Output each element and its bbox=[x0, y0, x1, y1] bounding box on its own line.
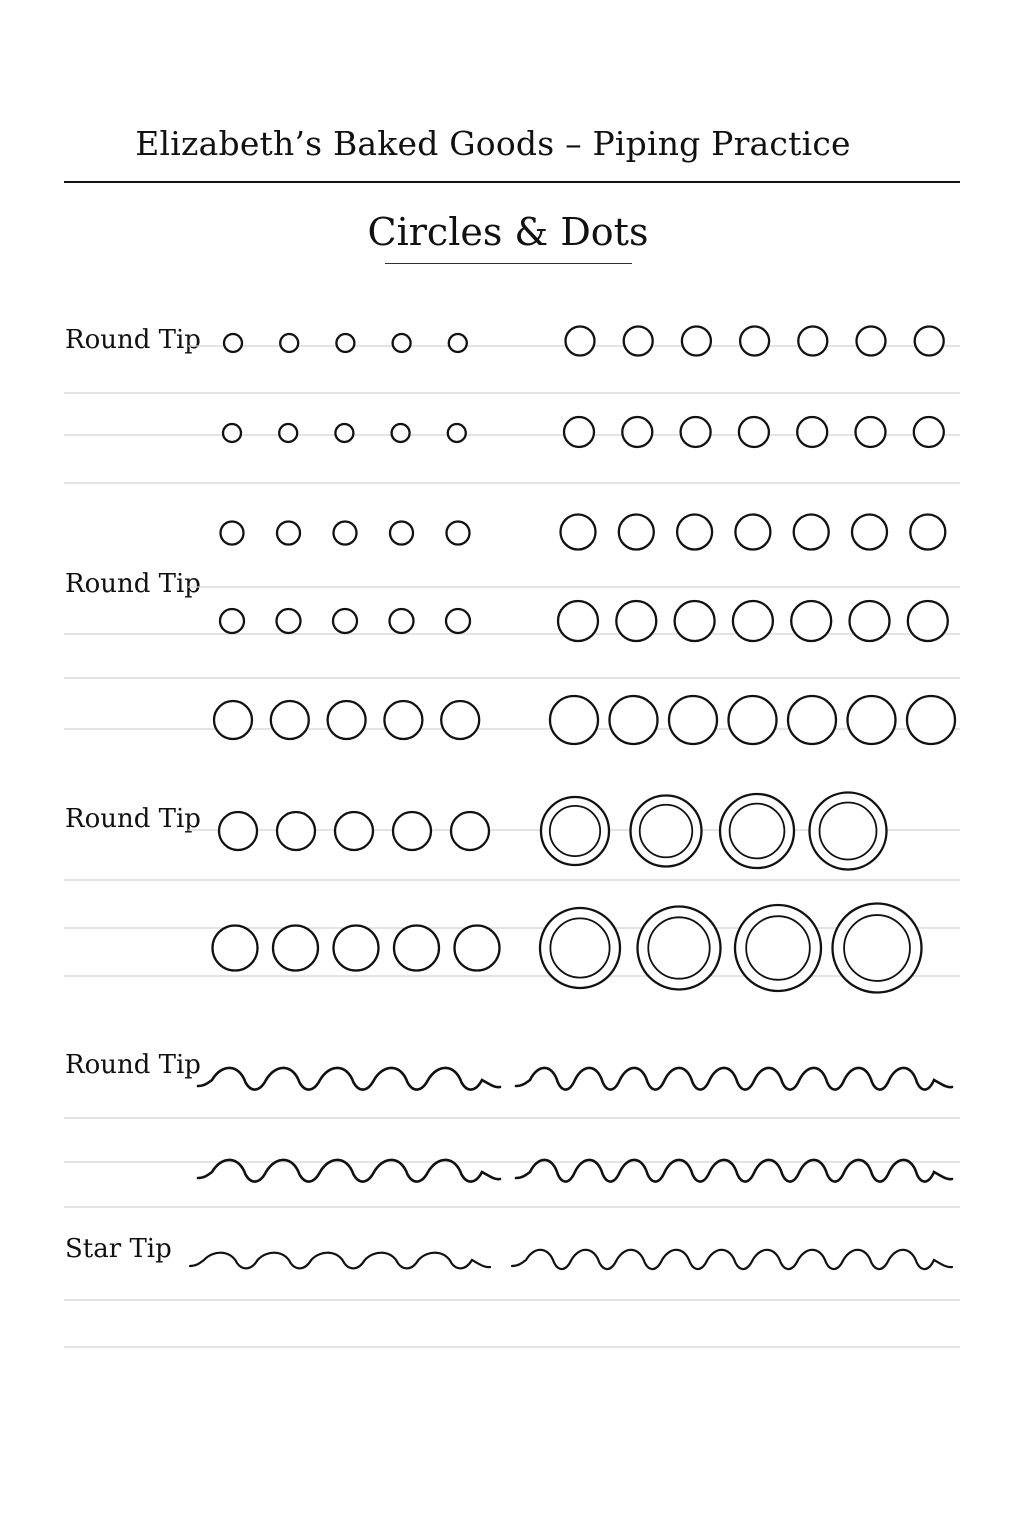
practice-circle-left bbox=[446, 609, 470, 633]
round-tip-wave-right bbox=[516, 1160, 952, 1182]
practice-circle-left bbox=[455, 926, 500, 971]
practice-ring-outer bbox=[735, 905, 821, 991]
practice-circle-right bbox=[733, 601, 773, 641]
practice-circle-right bbox=[729, 696, 777, 744]
practice-circle-right bbox=[682, 327, 711, 356]
practice-circle-left bbox=[393, 812, 431, 850]
practice-circle-right bbox=[739, 417, 769, 447]
practice-circle-left bbox=[277, 522, 300, 545]
practice-ring-outer bbox=[833, 904, 922, 993]
practice-circle-left bbox=[271, 701, 309, 739]
practice-circle-left bbox=[280, 334, 298, 352]
practice-circle-left bbox=[448, 424, 466, 442]
practice-circle-left bbox=[336, 334, 354, 352]
practice-circle-right bbox=[558, 601, 598, 641]
practice-circle-left bbox=[334, 926, 379, 971]
practice-circle-right bbox=[791, 601, 831, 641]
practice-circle-left bbox=[213, 926, 258, 971]
practice-ring-outer bbox=[541, 797, 609, 865]
practice-circle-right bbox=[622, 417, 652, 447]
row-label-round-tip-4: Round Tip bbox=[65, 1050, 201, 1080]
star-tip-wave-right bbox=[512, 1250, 952, 1269]
row-label-round-tip-1: Round Tip bbox=[65, 325, 201, 355]
practice-circle-right bbox=[794, 515, 829, 550]
practice-circle-left bbox=[328, 701, 366, 739]
practice-circle-left bbox=[333, 609, 357, 633]
practice-circle-left bbox=[335, 812, 373, 850]
practice-circle-right bbox=[856, 417, 886, 447]
row-label-round-tip-3: Round Tip bbox=[65, 804, 201, 834]
round-tip-wave-right bbox=[516, 1068, 952, 1090]
practice-circle-right bbox=[610, 696, 658, 744]
row-label-star-tip: Star Tip bbox=[65, 1234, 172, 1264]
practice-circle-right bbox=[907, 696, 955, 744]
practice-circle-right bbox=[848, 696, 896, 744]
section-heading: Circles & Dots bbox=[367, 210, 649, 254]
practice-circle-right bbox=[616, 601, 656, 641]
practice-circle-right bbox=[857, 327, 886, 356]
practice-circle-right bbox=[564, 417, 594, 447]
practice-circle-left bbox=[449, 334, 467, 352]
practice-circle-left bbox=[392, 424, 410, 442]
practice-circle-right bbox=[561, 515, 596, 550]
practice-circle-left bbox=[219, 812, 257, 850]
worksheet-title: Elizabeth’s Baked Goods – Piping Practice bbox=[135, 124, 851, 163]
practice-circle-right bbox=[788, 696, 836, 744]
practice-circle-left bbox=[277, 812, 315, 850]
practice-circle-left bbox=[393, 334, 411, 352]
practice-circle-left bbox=[273, 926, 318, 971]
practice-circle-left bbox=[390, 522, 413, 545]
practice-circle-right bbox=[740, 327, 769, 356]
practice-ring-outer bbox=[638, 907, 721, 990]
practice-circle-right bbox=[675, 601, 715, 641]
practice-circle-left bbox=[384, 701, 422, 739]
practice-circle-right bbox=[798, 327, 827, 356]
practice-circle-right bbox=[908, 601, 948, 641]
practice-ring-outer bbox=[631, 796, 702, 867]
practice-circle-right bbox=[914, 417, 944, 447]
practice-circle-left bbox=[390, 609, 414, 633]
practice-circle-left bbox=[334, 522, 357, 545]
practice-ring-outer bbox=[810, 793, 887, 870]
practice-ring-outer bbox=[540, 908, 620, 988]
practice-circle-left bbox=[214, 701, 252, 739]
practice-circle-left bbox=[394, 926, 439, 971]
practice-circle-right bbox=[624, 327, 653, 356]
practice-circle-left bbox=[451, 812, 489, 850]
practice-circle-left bbox=[335, 424, 353, 442]
practice-circle-right bbox=[852, 515, 887, 550]
practice-circle-left bbox=[224, 334, 242, 352]
row-label-round-tip-2: Round Tip bbox=[65, 569, 201, 599]
practice-circle-left bbox=[279, 424, 297, 442]
practice-circle-left bbox=[223, 424, 241, 442]
star-tip-wave-left bbox=[190, 1253, 490, 1269]
practice-circle-left bbox=[221, 522, 244, 545]
practice-circle-right bbox=[677, 515, 712, 550]
round-tip-wave-left bbox=[198, 1068, 500, 1090]
practice-circle-right bbox=[797, 417, 827, 447]
practice-circle-left bbox=[447, 522, 470, 545]
round-tip-wave-left bbox=[198, 1160, 500, 1182]
practice-circle-right bbox=[619, 515, 654, 550]
practice-ring-outer bbox=[720, 794, 794, 868]
practice-circle-left bbox=[220, 609, 244, 633]
practice-circle-right bbox=[566, 327, 595, 356]
practice-circle-right bbox=[915, 327, 944, 356]
practice-circle-left bbox=[441, 701, 479, 739]
practice-circle-right bbox=[735, 515, 770, 550]
practice-circle-right bbox=[550, 696, 598, 744]
practice-circle-left bbox=[277, 609, 301, 633]
practice-circle-right bbox=[850, 601, 890, 641]
practice-circle-right bbox=[669, 696, 717, 744]
practice-circle-right bbox=[910, 515, 945, 550]
practice-circle-right bbox=[681, 417, 711, 447]
